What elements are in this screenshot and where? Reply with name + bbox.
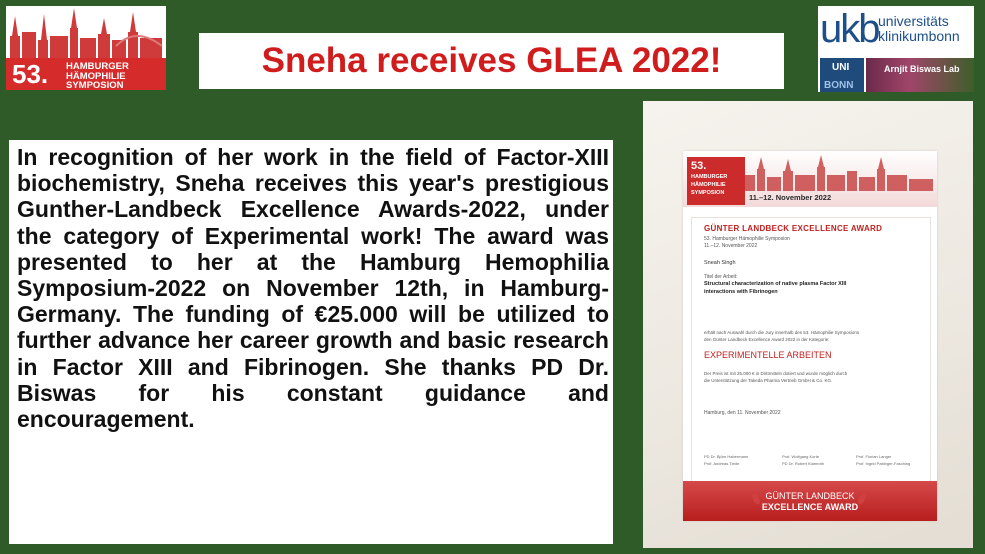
symposium-number: 53.: [12, 59, 49, 89]
symposium-name: [66, 62, 129, 90]
page-title: Sneha receives GLEA 2022!: [261, 41, 722, 80]
certificate-header-line-2: HÄMOPHILIE: [691, 182, 726, 188]
certificate-work-label: Titel der Arbeit:: [704, 274, 738, 280]
ukb-logo: [818, 6, 974, 92]
uni-bonn-logo: [820, 58, 864, 92]
certificate-jury-line-1: erhält nach Auswahl durch die Jury innerhalb des 53. Hämophilie Symposions: [704, 330, 860, 335]
certificate-prize-line-2: die Unterstützung der Takeda Pharma Vertrieb GmbH & Co. KG.: [704, 378, 833, 383]
certificate-signatory: Prof. Ingrid Pabinger-Fasching: [856, 461, 911, 466]
certificate: [683, 151, 937, 521]
lab-label: Arnjit Biswas Lab: [884, 64, 960, 74]
certificate-place-date: Hamburg, den 11. November 2022: [704, 410, 781, 416]
hamburg-skyline-image: [6, 6, 166, 60]
certificate-signatory: Prof. Wolfgang Korte: [782, 454, 820, 459]
uni-label: UNI: [832, 62, 850, 73]
certificate-subtitle-2: 11.–12. November 2022: [704, 243, 758, 249]
ukb-text: [878, 14, 960, 44]
ukb-wordmark: ukb: [820, 7, 879, 51]
certificate-signatory: PD Dr. Robert Klamroth: [782, 461, 825, 466]
certificate-signatory: Prof. Florian Langer: [856, 454, 892, 459]
bonn-label: BONN: [824, 80, 854, 91]
certificate-prize-line-1: Der Preis ist mit 25.000 € in Drittmitteln dotiert und wurde möglich durch: [704, 371, 848, 376]
certificate-photo: [643, 101, 973, 548]
certificate-work-line-1: Structural characterization of native plasma Factor XIII: [704, 281, 847, 287]
certificate-signatory: Prof. Andreas Tiede: [704, 461, 740, 466]
certificate-body: [691, 217, 931, 489]
certificate-header-logo: [687, 157, 745, 205]
certificate-footer-line-2: EXCELLENCE AWARD: [761, 502, 859, 512]
certificate-recipient: Sneah Singh: [704, 260, 736, 266]
certificate-subtitle-1: 53. Hamburger Hämophilie Symposion: [704, 236, 790, 242]
certificate-skyline-image: [745, 155, 935, 191]
certificate-footer-line-1: GÜNTER LANDBECK: [765, 491, 855, 501]
symposium-line-2: HÄMOPHILIE: [66, 70, 126, 82]
certificate-header-line-3: SYMPOSION: [691, 190, 725, 196]
certificate-header-line-1: HAMBURGER: [691, 174, 728, 180]
certificate-work-line-2: interactions with Fibrinogen: [704, 289, 778, 295]
certificate-category: EXPERIMENTELLE ARBEITEN: [704, 350, 832, 360]
certificate-jury-line-2: den Günter Landbeck Excellence Award 2022 in der Kategorie:: [704, 337, 830, 342]
certificate-dates: 11.–12. November 2022: [749, 193, 832, 202]
symposium-line-3: SYMPOSION: [66, 80, 124, 90]
certificate-signatory: PD Dr. Björn Habermann: [704, 454, 749, 459]
certificate-header: [683, 151, 937, 207]
certificate-award-title: GÜNTER LANDBECK EXCELLENCE AWARD: [704, 224, 883, 233]
announcement-text-box: [9, 140, 613, 544]
ukb-text-line-2: klinikumbonn: [878, 28, 960, 44]
title-banner: [199, 33, 784, 89]
certificate-number: 53.: [691, 160, 707, 172]
certificate-footer: [683, 481, 937, 521]
ukb-text-line-1: universitäts: [878, 13, 949, 29]
symposium-logo: [6, 6, 166, 90]
announcement-text: In recognition of her work in the field of Factor-XIII biochemistry, Sneha receives this year's prestigious Gunther-Landbeck Excellence Awards-2022, under the category of Experimental work! The award was presented to her at the Hamburg Hemophilia Symposium-2022 on November 12th, in Hamburg-Germany. The funding of €25.000 will be utilized to further advance her career growth and basic research in Factor XIII and Fibrinogen. She thanks PD Dr. Biswas for his constant guidance and encouragement.: [17, 144, 609, 433]
lab-banner-image: [866, 58, 974, 92]
symposium-line-1: HAMBURGER: [66, 61, 129, 72]
